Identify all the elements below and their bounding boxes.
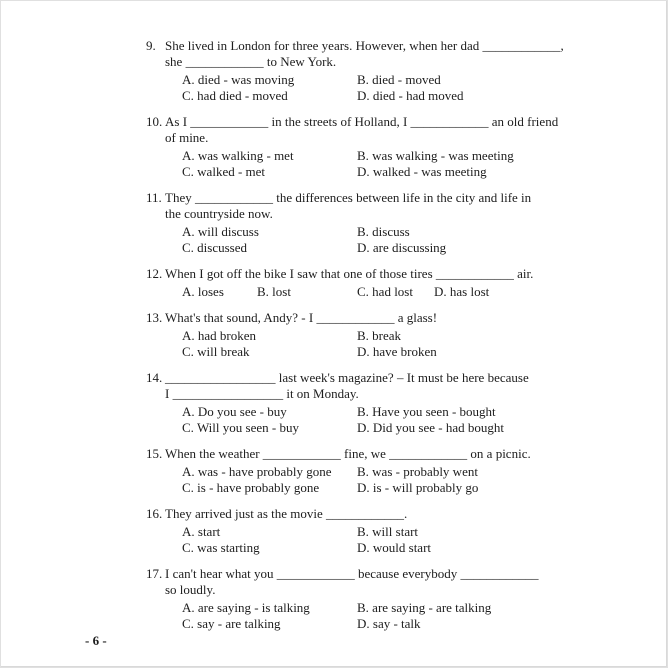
answer-option bbox=[357, 616, 649, 632]
option-label: D. bbox=[357, 164, 370, 179]
question-text bbox=[165, 38, 649, 70]
answer-option bbox=[357, 344, 649, 360]
question-text-line: _________________ last week's magazine? – It must be here because bbox=[165, 370, 529, 385]
answer-option bbox=[357, 72, 649, 88]
question-content bbox=[165, 310, 649, 360]
option-label: C. bbox=[357, 284, 369, 299]
option-text: start bbox=[197, 524, 221, 539]
option-label: B. bbox=[357, 464, 369, 479]
option-label: C. bbox=[182, 420, 194, 435]
option-text: walked - met bbox=[197, 164, 266, 179]
answer-option bbox=[182, 328, 357, 344]
question-number: 14. bbox=[146, 370, 163, 385]
question-number: 17. bbox=[146, 566, 163, 581]
option-label: C. bbox=[182, 164, 194, 179]
option-label: B. bbox=[357, 72, 369, 87]
question-text-line: They ____________ the differences between life in the city and life in bbox=[165, 190, 532, 205]
option-text: died - was moving bbox=[197, 72, 295, 87]
question-number: 9. bbox=[146, 38, 156, 53]
option-label: B. bbox=[357, 404, 369, 419]
option-label: A. bbox=[182, 404, 195, 419]
question-text bbox=[165, 370, 649, 402]
answer-option bbox=[357, 148, 649, 164]
question-text bbox=[165, 190, 649, 222]
option-text: has lost bbox=[449, 284, 490, 299]
option-text: have broken bbox=[372, 344, 437, 359]
question-text bbox=[165, 114, 649, 146]
question-content bbox=[165, 190, 649, 256]
question-item bbox=[146, 310, 649, 360]
option-label: A. bbox=[182, 328, 195, 343]
option-label: D. bbox=[357, 480, 370, 495]
question-text-line: They arrived just as the movie ____________. bbox=[165, 506, 408, 521]
question-content bbox=[165, 114, 649, 180]
option-label: B. bbox=[357, 328, 369, 343]
answer-options bbox=[165, 600, 649, 632]
option-text: is - have probably gone bbox=[197, 480, 320, 495]
answer-options bbox=[165, 464, 649, 496]
page-number: - 6 - bbox=[85, 633, 107, 648]
answer-option bbox=[357, 164, 649, 180]
option-label: C. bbox=[182, 540, 194, 555]
answer-options bbox=[165, 524, 649, 556]
answer-option bbox=[434, 284, 489, 300]
option-text: are saying - are talking bbox=[372, 600, 492, 615]
question-content bbox=[165, 566, 649, 632]
option-label: A. bbox=[182, 524, 195, 539]
option-text: discussed bbox=[197, 240, 248, 255]
question-text-line: so loudly. bbox=[165, 582, 216, 597]
option-label: B. bbox=[357, 524, 369, 539]
option-label: D. bbox=[434, 284, 447, 299]
answer-option bbox=[182, 88, 357, 104]
answer-option bbox=[257, 284, 357, 300]
question-text-line: When the weather ____________ fine, we ____________ on a picnic. bbox=[165, 446, 531, 461]
answer-option bbox=[357, 600, 649, 616]
answer-option bbox=[182, 240, 357, 256]
option-label: A. bbox=[182, 72, 195, 87]
question-content bbox=[165, 266, 649, 300]
option-label: A. bbox=[182, 224, 195, 239]
option-text: are saying - is talking bbox=[197, 600, 310, 615]
answer-options bbox=[165, 148, 649, 180]
question-text bbox=[165, 446, 649, 462]
option-label: D. bbox=[357, 88, 370, 103]
answer-option bbox=[357, 420, 649, 436]
question-text bbox=[165, 266, 649, 282]
question-text bbox=[165, 310, 649, 326]
option-text: will start bbox=[372, 524, 419, 539]
option-text: was - have probably gone bbox=[197, 464, 332, 479]
option-label: D. bbox=[357, 420, 370, 435]
option-label: A. bbox=[182, 148, 195, 163]
question-text-line: I _________________ it on Monday. bbox=[165, 386, 359, 401]
question-content bbox=[165, 370, 649, 436]
option-label: B. bbox=[357, 148, 369, 163]
option-text: Did you see - had bought bbox=[372, 420, 504, 435]
option-text: will discuss bbox=[197, 224, 259, 239]
option-label: C. bbox=[182, 616, 194, 631]
option-text: was walking - was meeting bbox=[372, 148, 514, 163]
option-text: would start bbox=[372, 540, 432, 555]
option-text: had lost bbox=[372, 284, 413, 299]
answer-option bbox=[182, 600, 357, 616]
answer-option bbox=[182, 420, 357, 436]
answer-option bbox=[182, 148, 357, 164]
answer-option bbox=[357, 404, 649, 420]
option-label: B. bbox=[257, 284, 269, 299]
question-content bbox=[165, 38, 649, 104]
answer-option bbox=[182, 480, 357, 496]
question-text-line: As I ____________ in the streets of Holland, I ____________ an old friend bbox=[165, 114, 559, 129]
option-label: B. bbox=[357, 224, 369, 239]
question-text bbox=[165, 506, 649, 522]
option-text: Have you seen - bought bbox=[372, 404, 496, 419]
option-text: say - are talking bbox=[197, 616, 281, 631]
option-text: loses bbox=[197, 284, 224, 299]
answer-option bbox=[182, 344, 357, 360]
option-label: D. bbox=[357, 344, 370, 359]
answer-option bbox=[182, 284, 257, 300]
question-number: 10. bbox=[146, 114, 163, 129]
question-item bbox=[146, 370, 649, 436]
question-number: 15. bbox=[146, 446, 163, 461]
option-text: lost bbox=[272, 284, 291, 299]
answer-option bbox=[357, 240, 649, 256]
answer-options bbox=[165, 404, 649, 436]
question-text-line: What's that sound, Andy? - I ____________ a glass! bbox=[165, 310, 438, 325]
option-text: walked - was meeting bbox=[372, 164, 487, 179]
question-number: 13. bbox=[146, 310, 163, 325]
option-text: will break bbox=[197, 344, 250, 359]
question-item bbox=[146, 266, 649, 300]
option-text: had broken bbox=[197, 328, 257, 343]
option-label: A. bbox=[182, 600, 195, 615]
question-content bbox=[165, 446, 649, 496]
answer-option bbox=[357, 524, 649, 540]
question-item bbox=[146, 566, 649, 632]
answer-option bbox=[182, 524, 357, 540]
option-label: A. bbox=[182, 284, 195, 299]
answer-option bbox=[182, 164, 357, 180]
question-number: 16. bbox=[146, 506, 163, 521]
question-text-line: of mine. bbox=[165, 130, 209, 145]
answer-option bbox=[182, 404, 357, 420]
answer-option bbox=[182, 616, 357, 632]
question-item bbox=[146, 38, 649, 104]
option-text: is - will probably go bbox=[372, 480, 479, 495]
option-text: died - moved bbox=[372, 72, 441, 87]
answer-option bbox=[357, 88, 649, 104]
answer-option bbox=[182, 72, 357, 88]
option-text: was starting bbox=[197, 540, 260, 555]
answer-options bbox=[165, 224, 649, 256]
question-item bbox=[146, 506, 649, 556]
option-text: was walking - met bbox=[197, 148, 294, 163]
question-number: 11. bbox=[146, 190, 162, 205]
option-label: D. bbox=[357, 616, 370, 631]
question-item bbox=[146, 446, 649, 496]
option-label: D. bbox=[357, 240, 370, 255]
option-text: was - probably went bbox=[372, 464, 478, 479]
answer-options bbox=[165, 328, 649, 360]
answer-option bbox=[357, 328, 649, 344]
option-label: B. bbox=[357, 600, 369, 615]
answer-option bbox=[357, 480, 649, 496]
option-text: break bbox=[372, 328, 402, 343]
question-list bbox=[1, 1, 667, 632]
answer-options bbox=[165, 72, 649, 104]
question-item bbox=[146, 114, 649, 180]
answer-option bbox=[182, 540, 357, 556]
question-text-line: When I got off the bike I saw that one of those tires ____________ air. bbox=[165, 266, 534, 281]
answer-option bbox=[182, 464, 357, 480]
option-text: say - talk bbox=[372, 616, 421, 631]
answer-option bbox=[182, 224, 357, 240]
answer-option bbox=[357, 464, 649, 480]
question-text-line: the countryside now. bbox=[165, 206, 273, 221]
answer-options bbox=[165, 284, 649, 300]
option-text: Do you see - buy bbox=[197, 404, 287, 419]
option-text: are discussing bbox=[372, 240, 447, 255]
option-text: died - had moved bbox=[372, 88, 464, 103]
option-text: discuss bbox=[372, 224, 410, 239]
option-text: had died - moved bbox=[197, 88, 288, 103]
answer-option bbox=[357, 284, 434, 300]
option-label: C. bbox=[182, 344, 194, 359]
question-item bbox=[146, 190, 649, 256]
option-label: C. bbox=[182, 240, 194, 255]
answer-option bbox=[357, 540, 649, 556]
question-text-line: I can't hear what you ____________ because everybody ____________ bbox=[165, 566, 539, 581]
option-label: C. bbox=[182, 88, 194, 103]
question-text bbox=[165, 566, 649, 598]
question-text-line: She lived in London for three years. However, when her dad ____________, bbox=[165, 38, 564, 53]
option-text: Will you seen - buy bbox=[196, 420, 299, 435]
option-label: D. bbox=[357, 540, 370, 555]
answer-option bbox=[357, 224, 649, 240]
question-content bbox=[165, 506, 649, 556]
option-label: C. bbox=[182, 480, 194, 495]
option-label: A. bbox=[182, 464, 195, 479]
question-text-line: she ____________ to New York. bbox=[165, 54, 337, 69]
question-number: 12. bbox=[146, 266, 163, 281]
